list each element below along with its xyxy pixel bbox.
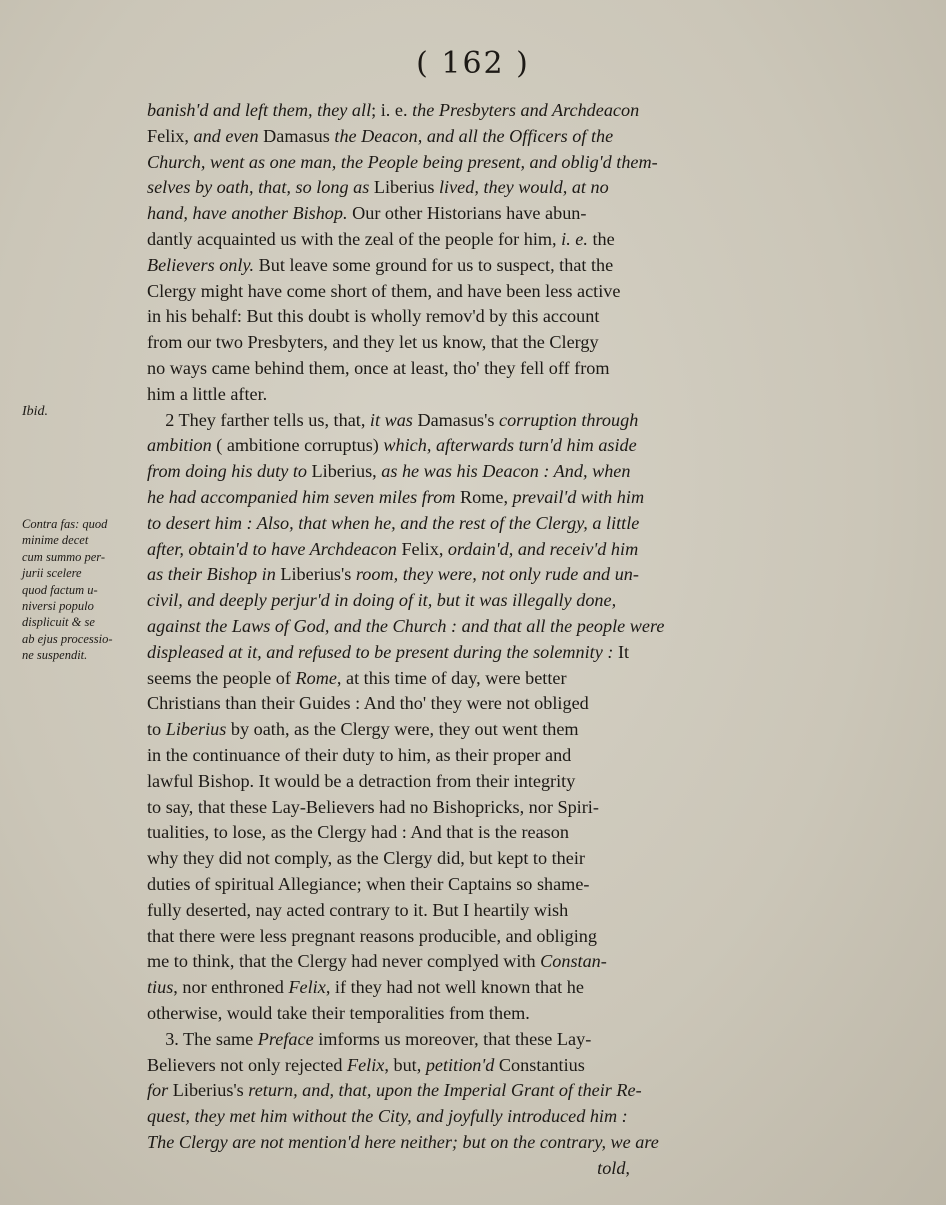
text-segment: in the continuance of their duty to him, as their proper and xyxy=(147,745,572,765)
text-segment: Damasus xyxy=(263,125,335,146)
text-line xyxy=(147,279,842,303)
text-segment: i. e. xyxy=(561,229,593,249)
text-line xyxy=(147,924,842,948)
text-segment: ambition xyxy=(147,435,217,456)
text-segment: corruption through xyxy=(499,409,639,430)
margin-note-line: minime decet xyxy=(22,533,89,548)
text-segment: , at this time of day, were better xyxy=(336,667,567,688)
text-segment: Damasus's xyxy=(417,409,500,430)
text-segment: banish'd and left them, they all xyxy=(147,100,372,120)
text-line xyxy=(147,1104,842,1128)
margin-note-ibid: Ibid. xyxy=(22,404,49,419)
text-segment: prevail'd with him xyxy=(512,487,645,507)
text-line xyxy=(147,975,842,999)
text-line xyxy=(147,1001,842,1025)
text-segment: displeased at it, and refused to be present during the solemnity : xyxy=(147,641,618,662)
text-segment: as he was his Deacon : And, when xyxy=(381,461,631,482)
text-segment: Christians than their Guides : And tho' they were not obliged xyxy=(147,693,589,714)
text-segment: for xyxy=(147,1080,173,1101)
text-segment: as their Bishop in xyxy=(147,564,281,585)
text-segment: fully deserted, nay acted contrary to it. But I heartily wish xyxy=(147,899,569,920)
text-segment: Clergy might have come short of them, and have been less active xyxy=(147,280,621,301)
text-line xyxy=(147,1053,842,1077)
text-line xyxy=(147,1130,842,1154)
text-segment: the xyxy=(592,229,615,249)
margin-note-line: quod factum u- xyxy=(22,582,98,597)
text-line xyxy=(147,588,842,612)
text-segment: against the Laws of God, and the Church : and that all the people were xyxy=(147,616,665,636)
text-line xyxy=(147,1156,842,1180)
text-segment: Rome xyxy=(295,667,337,688)
text-segment: It xyxy=(617,641,630,662)
text-segment: Church, went as one man, the People being present, and oblig'd them- xyxy=(147,151,658,172)
text-line xyxy=(147,253,842,277)
margin-note-line: displicuit & se xyxy=(22,615,95,630)
text-segment: The Clergy are not mention'd here neither; but on the contrary, we are xyxy=(147,1132,659,1152)
text-segment: Liberius xyxy=(165,719,231,740)
text-segment: duties of spiritual Allegiance; when their Captains so shame- xyxy=(147,874,590,894)
text-line xyxy=(147,459,842,483)
text-segment: otherwise, would take their temporalities from them. xyxy=(147,1003,530,1023)
text-segment: Constan- xyxy=(540,951,607,972)
text-segment: from our two Presbyters, and they let us know, that the Clergy xyxy=(147,332,599,353)
text-segment: Felix, xyxy=(147,125,194,146)
text-segment: Our other Historians have abun- xyxy=(352,203,587,224)
margin-note-line: cum summo per- xyxy=(22,549,106,564)
text-segment: from doing his duty to xyxy=(147,461,312,482)
text-segment: 2 They farther tells us, that, xyxy=(147,409,370,430)
text-line xyxy=(147,150,842,174)
text-line xyxy=(147,614,842,638)
text-segment: ( ambitione corruptus) xyxy=(216,435,384,456)
text-line xyxy=(147,795,842,819)
text-line xyxy=(147,408,842,432)
text-segment: Liberius, xyxy=(311,461,382,482)
text-segment: , but, xyxy=(384,1054,426,1075)
margin-note-line: ab ejus processio- xyxy=(22,631,113,646)
text-segment: civil, and deeply perjur'd in doing of it, but it was illegally done, xyxy=(147,590,617,611)
text-segment: lawful Bishop. It would be a detraction from their integrity xyxy=(147,770,576,791)
text-line xyxy=(147,1027,842,1051)
text-line xyxy=(147,433,842,457)
text-segment: hand, have another Bishop. xyxy=(147,203,353,224)
text-segment: , nor enthroned xyxy=(173,977,289,998)
text-line xyxy=(147,846,842,870)
text-segment: Constantius xyxy=(498,1054,585,1075)
text-line xyxy=(147,562,842,586)
text-segment: Liberius's xyxy=(280,564,356,585)
text-line xyxy=(147,511,842,535)
text-segment: lived, they would, at no xyxy=(439,177,609,198)
text-line xyxy=(147,201,842,225)
text-segment: Rome, xyxy=(460,487,513,507)
text-segment: after, obtain'd to have Archdeacon xyxy=(147,538,402,559)
text-segment: , if they had not well known that he xyxy=(325,977,584,998)
text-segment: dantly acquainted us with the zeal of the people for him, xyxy=(147,229,562,249)
text-line xyxy=(147,691,842,715)
text-line xyxy=(147,1078,842,1102)
text-segment: Preface xyxy=(257,1028,319,1049)
text-segment: Felix, xyxy=(401,538,448,559)
text-segment: no ways came behind them, once at least, tho' they fell off from xyxy=(147,358,610,378)
margin-note-line: Contra fas: quod xyxy=(22,517,108,531)
text-line xyxy=(147,640,842,664)
text-segment: to say, that these Lay-Believers had no Bishopricks, nor Spiri- xyxy=(147,796,599,817)
text-segment: ordain'd, and receiv'd him xyxy=(447,538,639,559)
text-segment: why they did not comply, as the Clergy did, but kept to their xyxy=(147,848,585,869)
text-line xyxy=(147,769,842,793)
text-segment: But leave some ground for us to suspect, that the xyxy=(258,254,614,275)
text-segment: that there were less pregnant reasons producible, and obliging xyxy=(147,925,597,946)
text-segment: to desert him : Also, that when he, and the rest of the Clergy, a little xyxy=(147,512,640,533)
text-segment: petition'd xyxy=(425,1054,499,1075)
text-line xyxy=(147,717,842,741)
text-line xyxy=(147,330,842,354)
text-segment: by oath, as the Clergy were, they out went them xyxy=(230,719,579,740)
text-segment: tius xyxy=(147,977,174,998)
text-segment: me to think, that the Clergy had never complyed with xyxy=(147,951,541,972)
margin-note-line: niversi populo xyxy=(22,599,94,613)
text-segment: the Presbyters and Archdeacon xyxy=(412,100,640,120)
text-segment: which, afterwards turn'd him aside xyxy=(383,435,637,456)
text-segment: tualities, to lose, as the Clergy had : And that is the reason xyxy=(147,822,569,843)
text-segment: 3. The same xyxy=(147,1028,258,1049)
text-segment: him a little after. xyxy=(147,383,268,404)
text-segment: selves by oath, that, so long as xyxy=(147,177,374,198)
text-segment: imforms us moreover, that these Lay- xyxy=(318,1028,592,1049)
text-segment: room, they were, not only rude and un- xyxy=(355,564,639,585)
margin-note-line: jurii scelere xyxy=(22,566,82,581)
text-line xyxy=(147,537,842,561)
text-line xyxy=(147,356,842,380)
text-segment: it was xyxy=(369,409,418,430)
text-segment: he had accompanied him seven miles from xyxy=(147,487,460,507)
text-line xyxy=(147,743,842,767)
text-segment: told, xyxy=(147,1157,630,1178)
text-segment: return, and, that, upon the Imperial Grant of their Re- xyxy=(248,1080,642,1101)
text-segment: the Deacon, and all the Officers of the xyxy=(334,125,614,146)
text-line xyxy=(147,949,842,973)
text-line xyxy=(147,485,842,509)
text-line xyxy=(147,304,842,328)
text-segment: and even xyxy=(193,125,264,146)
text-line xyxy=(147,898,842,922)
text-line xyxy=(147,175,842,199)
text-segment: Liberius's xyxy=(172,1080,249,1101)
text-line xyxy=(147,124,842,148)
text-line xyxy=(147,382,842,406)
text-segment: quest, they met him without the City, and joyfully introduced him : xyxy=(147,1106,628,1127)
text-line xyxy=(147,227,842,251)
text-line xyxy=(147,98,842,122)
text-segment: Believers only. xyxy=(147,254,259,275)
text-segment: in his behalf: But this doubt is wholly remov'd by this account xyxy=(147,306,600,327)
text-segment: Felix xyxy=(288,977,326,998)
margin-note-line: ne suspendit. xyxy=(22,648,88,663)
text-line xyxy=(147,872,842,896)
page-number: ( 162 ) xyxy=(416,46,530,81)
text-segment: Felix xyxy=(347,1054,385,1075)
text-line xyxy=(147,666,842,690)
text-segment: ; i. e. xyxy=(371,100,413,120)
text-line xyxy=(147,820,842,844)
text-segment: seems the people of xyxy=(147,667,296,688)
text-segment: to xyxy=(147,719,166,740)
text-segment: Liberius xyxy=(373,177,439,198)
text-segment: Believers not only rejected xyxy=(147,1054,347,1075)
